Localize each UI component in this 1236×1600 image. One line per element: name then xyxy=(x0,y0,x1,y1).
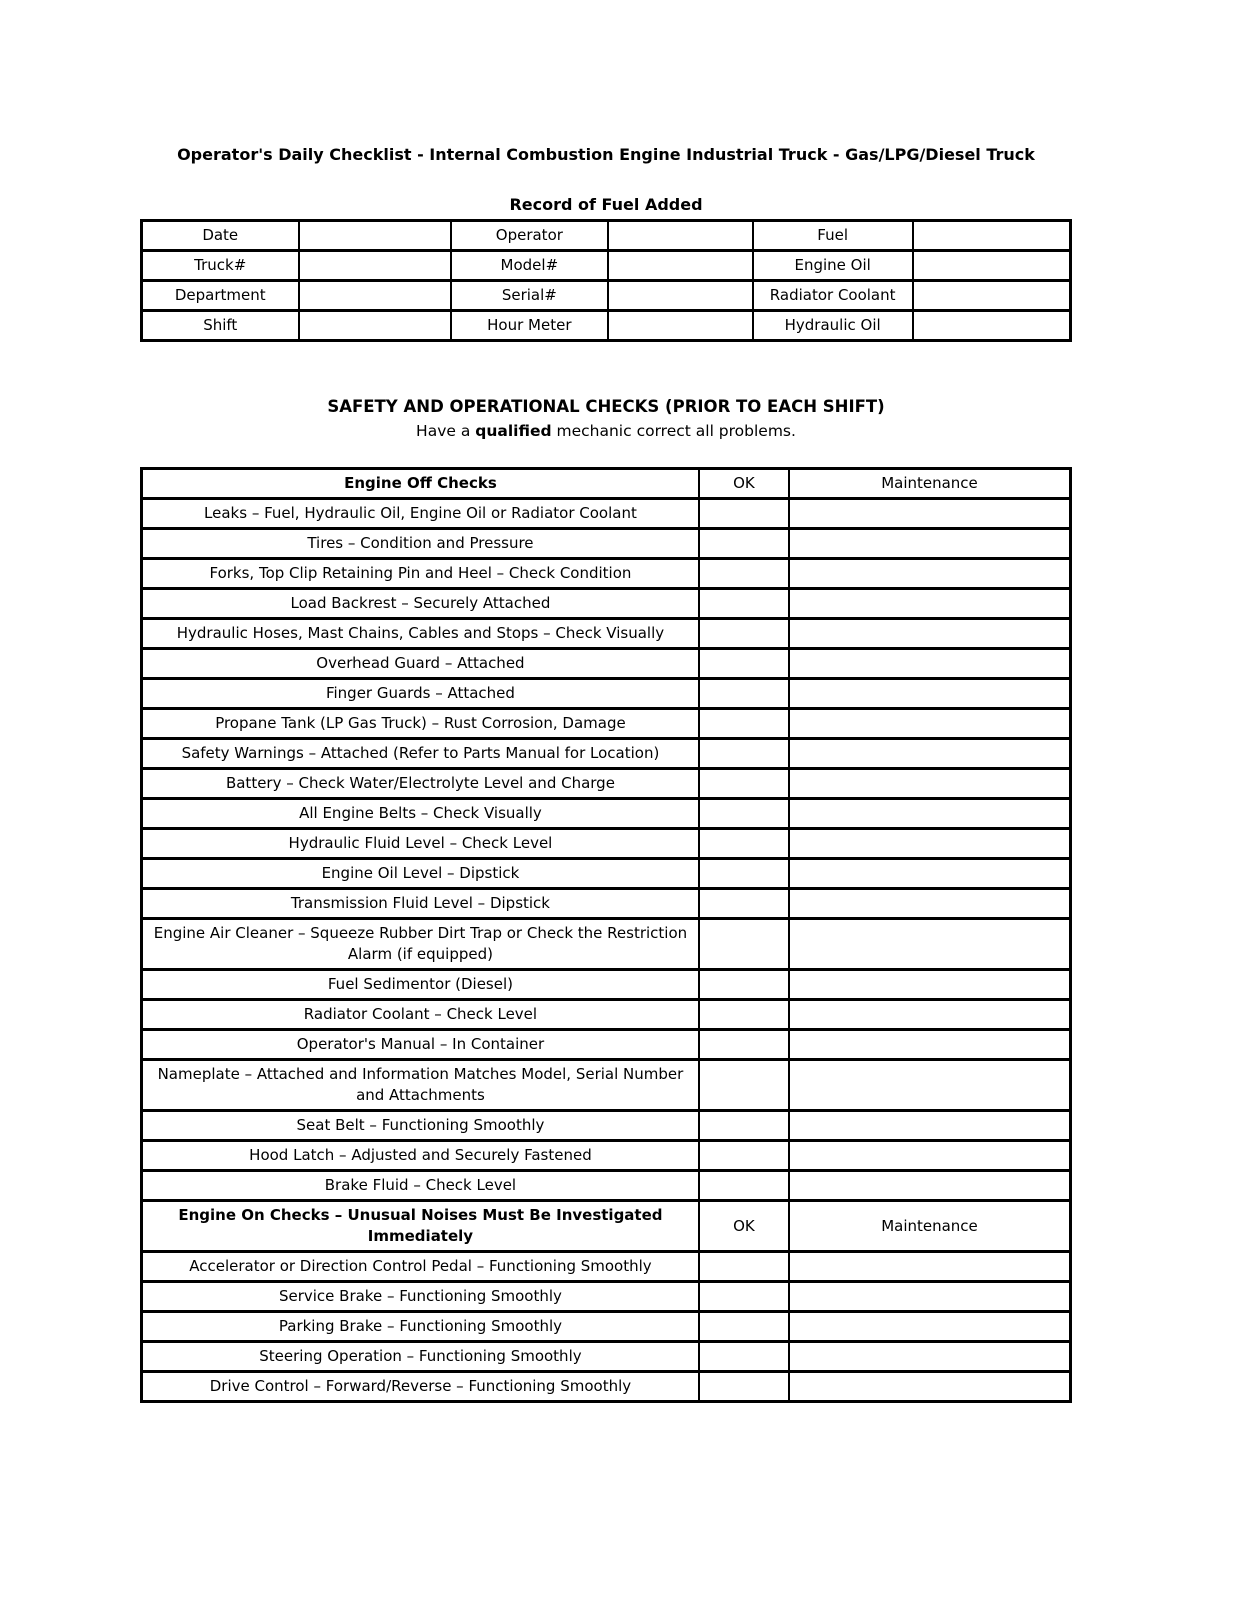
fuel-field-value xyxy=(608,251,753,281)
fuel-field-value xyxy=(608,311,753,341)
checklist-row xyxy=(142,799,1071,829)
fuel-field-label: Shift xyxy=(142,311,299,341)
maintenance-column-header: Maintenance xyxy=(789,1201,1071,1252)
checklist-item-label: Nameplate – Attached and Information Matches Model, Serial Number and Attachments xyxy=(142,1060,699,1111)
fuel-field-value xyxy=(608,281,753,311)
checklist-row xyxy=(142,1000,1071,1030)
checklist-item-label: Steering Operation – Functioning Smoothly xyxy=(142,1342,699,1372)
checklist-item-label: Radiator Coolant – Check Level xyxy=(142,1000,699,1030)
maintenance-value-cell xyxy=(789,709,1071,739)
ok-value-cell xyxy=(699,769,789,799)
checklist-item-label: Brake Fluid – Check Level xyxy=(142,1171,699,1201)
checklist-item-label: Finger Guards – Attached xyxy=(142,679,699,709)
fuel-record-table xyxy=(140,219,1072,342)
maintenance-value-cell xyxy=(789,970,1071,1000)
fuel-field-label: Hour Meter xyxy=(451,311,608,341)
ok-value-cell xyxy=(699,970,789,1000)
ok-value-cell xyxy=(699,1312,789,1342)
fuel-record-title: Record of Fuel Added xyxy=(509,195,703,214)
ok-value-cell xyxy=(699,499,789,529)
fuel-field-value xyxy=(913,311,1071,341)
checklist-row xyxy=(142,1282,1071,1312)
fuel-record-row xyxy=(142,221,1071,251)
checklist-row xyxy=(142,769,1071,799)
checklist-item-label: Forks, Top Clip Retaining Pin and Heel – Check Condition xyxy=(142,559,699,589)
checklist-row xyxy=(142,1171,1071,1201)
ok-column-header: OK xyxy=(699,469,789,499)
fuel-field-label: Engine Oil xyxy=(753,251,913,281)
maintenance-value-cell xyxy=(789,529,1071,559)
maintenance-value-cell xyxy=(789,1111,1071,1141)
fuel-field-value xyxy=(913,251,1071,281)
checklist-item-label: Safety Warnings – Attached (Refer to Parts Manual for Location) xyxy=(142,739,699,769)
maintenance-value-cell xyxy=(789,1030,1071,1060)
ok-value-cell xyxy=(699,1111,789,1141)
ok-value-cell xyxy=(699,1282,789,1312)
ok-value-cell xyxy=(699,589,789,619)
checklist-item-label: Fuel Sedimentor (Diesel) xyxy=(142,970,699,1000)
fuel-field-label: Radiator Coolant xyxy=(753,281,913,311)
maintenance-value-cell xyxy=(789,889,1071,919)
ok-value-cell xyxy=(699,1372,789,1402)
maintenance-value-cell xyxy=(789,769,1071,799)
checklist-row xyxy=(142,679,1071,709)
checklist-item-label: Hydraulic Hoses, Mast Chains, Cables and Stops – Check Visually xyxy=(142,619,699,649)
fuel-field-value xyxy=(299,281,451,311)
checklist-item-label: Tires – Condition and Pressure xyxy=(142,529,699,559)
fuel-field-label: Serial# xyxy=(451,281,608,311)
checklist-row xyxy=(142,709,1071,739)
checklist-item-label: Operator's Manual – In Container xyxy=(142,1030,699,1060)
checklist-item-label: Battery – Check Water/Electrolyte Level and Charge xyxy=(142,769,699,799)
checklist-item-label: Accelerator or Direction Control Pedal – Functioning Smoothly xyxy=(142,1252,699,1282)
maintenance-value-cell xyxy=(789,799,1071,829)
checklist-section-heading: SAFETY AND OPERATIONAL CHECKS (PRIOR TO EACH SHIFT) xyxy=(327,397,885,416)
maintenance-value-cell xyxy=(789,1312,1071,1342)
checklist-item-label: Transmission Fluid Level – Dipstick xyxy=(142,889,699,919)
checklist-item-label: All Engine Belts – Check Visually xyxy=(142,799,699,829)
fuel-field-label: Truck# xyxy=(142,251,299,281)
maintenance-value-cell xyxy=(789,1141,1071,1171)
checklist-row xyxy=(142,859,1071,889)
fuel-field-value xyxy=(299,251,451,281)
ok-value-cell xyxy=(699,1252,789,1282)
checklist-row xyxy=(142,970,1071,1000)
checklist-item-label: Drive Control – Forward/Reverse – Functioning Smoothly xyxy=(142,1372,699,1402)
checklist-row xyxy=(142,559,1071,589)
fuel-field-value xyxy=(913,281,1071,311)
checklist-table xyxy=(140,467,1072,1403)
fuel-record-row xyxy=(142,281,1071,311)
fuel-field-value xyxy=(299,311,451,341)
maintenance-value-cell xyxy=(789,499,1071,529)
checklist-row xyxy=(142,649,1071,679)
maintenance-value-cell xyxy=(789,559,1071,589)
fuel-record-body xyxy=(142,221,1071,341)
ok-column-header: OK xyxy=(699,1201,789,1252)
ok-value-cell xyxy=(699,1342,789,1372)
checklist-item-label: Engine Air Cleaner – Squeeze Rubber Dirt Trap or Check the Restriction Alarm (if equipped) xyxy=(142,919,699,970)
ok-value-cell xyxy=(699,1141,789,1171)
checklist-row xyxy=(142,619,1071,649)
maintenance-value-cell xyxy=(789,919,1071,970)
checklist-row xyxy=(142,739,1071,769)
checklist-item-label: Seat Belt – Functioning Smoothly xyxy=(142,1111,699,1141)
maintenance-value-cell xyxy=(789,1000,1071,1030)
fuel-field-label: Department xyxy=(142,281,299,311)
maintenance-value-cell xyxy=(789,1252,1071,1282)
checklist-section-title-text: Engine Off Checks xyxy=(344,474,497,492)
ok-value-cell xyxy=(699,889,789,919)
checklist-section-title xyxy=(142,1201,699,1252)
maintenance-value-cell xyxy=(789,1060,1071,1111)
checklist-section-title-text: Engine On Checks – Unusual Noises Must Be Investigated Immediately xyxy=(178,1206,663,1245)
ok-value-cell xyxy=(699,529,789,559)
maintenance-value-cell xyxy=(789,1171,1071,1201)
maintenance-value-cell xyxy=(789,1372,1071,1402)
checklist-subheading xyxy=(140,422,1072,441)
fuel-field-label: Hydraulic Oil xyxy=(753,311,913,341)
ok-value-cell xyxy=(699,619,789,649)
checklist-row xyxy=(142,1342,1071,1372)
maintenance-value-cell xyxy=(789,619,1071,649)
ok-value-cell xyxy=(699,1060,789,1111)
checklist-item-label: Hood Latch – Adjusted and Securely Fastened xyxy=(142,1141,699,1171)
checklist-section-title xyxy=(142,469,699,499)
maintenance-value-cell xyxy=(789,679,1071,709)
checklist-row xyxy=(142,1372,1071,1402)
document-page xyxy=(140,0,1072,1403)
checklist-item-label: Engine Oil Level – Dipstick xyxy=(142,859,699,889)
checklist-row xyxy=(142,499,1071,529)
checklist-row xyxy=(142,1060,1071,1111)
ok-value-cell xyxy=(699,679,789,709)
ok-value-cell xyxy=(699,829,789,859)
fuel-field-label: Model# xyxy=(451,251,608,281)
fuel-record-row xyxy=(142,251,1071,281)
fuel-field-label: Fuel xyxy=(753,221,913,251)
fuel-field-label: Date xyxy=(142,221,299,251)
subheading-post: mechanic correct all problems. xyxy=(551,422,796,440)
checklist-item-label: Parking Brake – Functioning Smoothly xyxy=(142,1312,699,1342)
checklist-row xyxy=(142,1111,1071,1141)
fuel-field-value xyxy=(608,221,753,251)
checklist-row xyxy=(142,829,1071,859)
checklist-item-label: Service Brake – Functioning Smoothly xyxy=(142,1282,699,1312)
maintenance-value-cell xyxy=(789,589,1071,619)
subheading-pre: Have a xyxy=(416,422,476,440)
maintenance-value-cell xyxy=(789,739,1071,769)
fuel-field-label: Operator xyxy=(451,221,608,251)
ok-value-cell xyxy=(699,649,789,679)
checklist-row xyxy=(142,1252,1071,1282)
fuel-record-row xyxy=(142,311,1071,341)
maintenance-value-cell xyxy=(789,1282,1071,1312)
checklist-row xyxy=(142,1312,1071,1342)
checklist-row xyxy=(142,889,1071,919)
fuel-field-value xyxy=(913,221,1071,251)
ok-value-cell xyxy=(699,739,789,769)
ok-value-cell xyxy=(699,919,789,970)
checklist-row xyxy=(142,1141,1071,1171)
checklist-item-label: Propane Tank (LP Gas Truck) – Rust Corrosion, Damage xyxy=(142,709,699,739)
checklist-row xyxy=(142,529,1071,559)
checklist-row xyxy=(142,589,1071,619)
ok-value-cell xyxy=(699,1171,789,1201)
ok-value-cell xyxy=(699,859,789,889)
maintenance-value-cell xyxy=(789,649,1071,679)
checklist-section-header-row xyxy=(142,469,1071,499)
maintenance-value-cell xyxy=(789,829,1071,859)
checklist-body xyxy=(142,469,1071,1402)
checklist-item-label: Overhead Guard – Attached xyxy=(142,649,699,679)
checklist-item-label: Hydraulic Fluid Level – Check Level xyxy=(142,829,699,859)
ok-value-cell xyxy=(699,559,789,589)
checklist-row xyxy=(142,1030,1071,1060)
checklist-item-label: Leaks – Fuel, Hydraulic Oil, Engine Oil or Radiator Coolant xyxy=(142,499,699,529)
checklist-item-label: Load Backrest – Securely Attached xyxy=(142,589,699,619)
ok-value-cell xyxy=(699,1000,789,1030)
page-title: Operator's Daily Checklist - Internal Combustion Engine Industrial Truck - Gas/LPG/Diesel Truck xyxy=(177,145,1035,164)
ok-value-cell xyxy=(699,799,789,829)
fuel-field-value xyxy=(299,221,451,251)
ok-value-cell xyxy=(699,709,789,739)
checklist-section-header-row xyxy=(142,1201,1071,1252)
subheading-emphasis: qualified xyxy=(475,422,552,440)
maintenance-value-cell xyxy=(789,859,1071,889)
checklist-row xyxy=(142,919,1071,970)
maintenance-value-cell xyxy=(789,1342,1071,1372)
maintenance-column-header: Maintenance xyxy=(789,469,1071,499)
ok-value-cell xyxy=(699,1030,789,1060)
